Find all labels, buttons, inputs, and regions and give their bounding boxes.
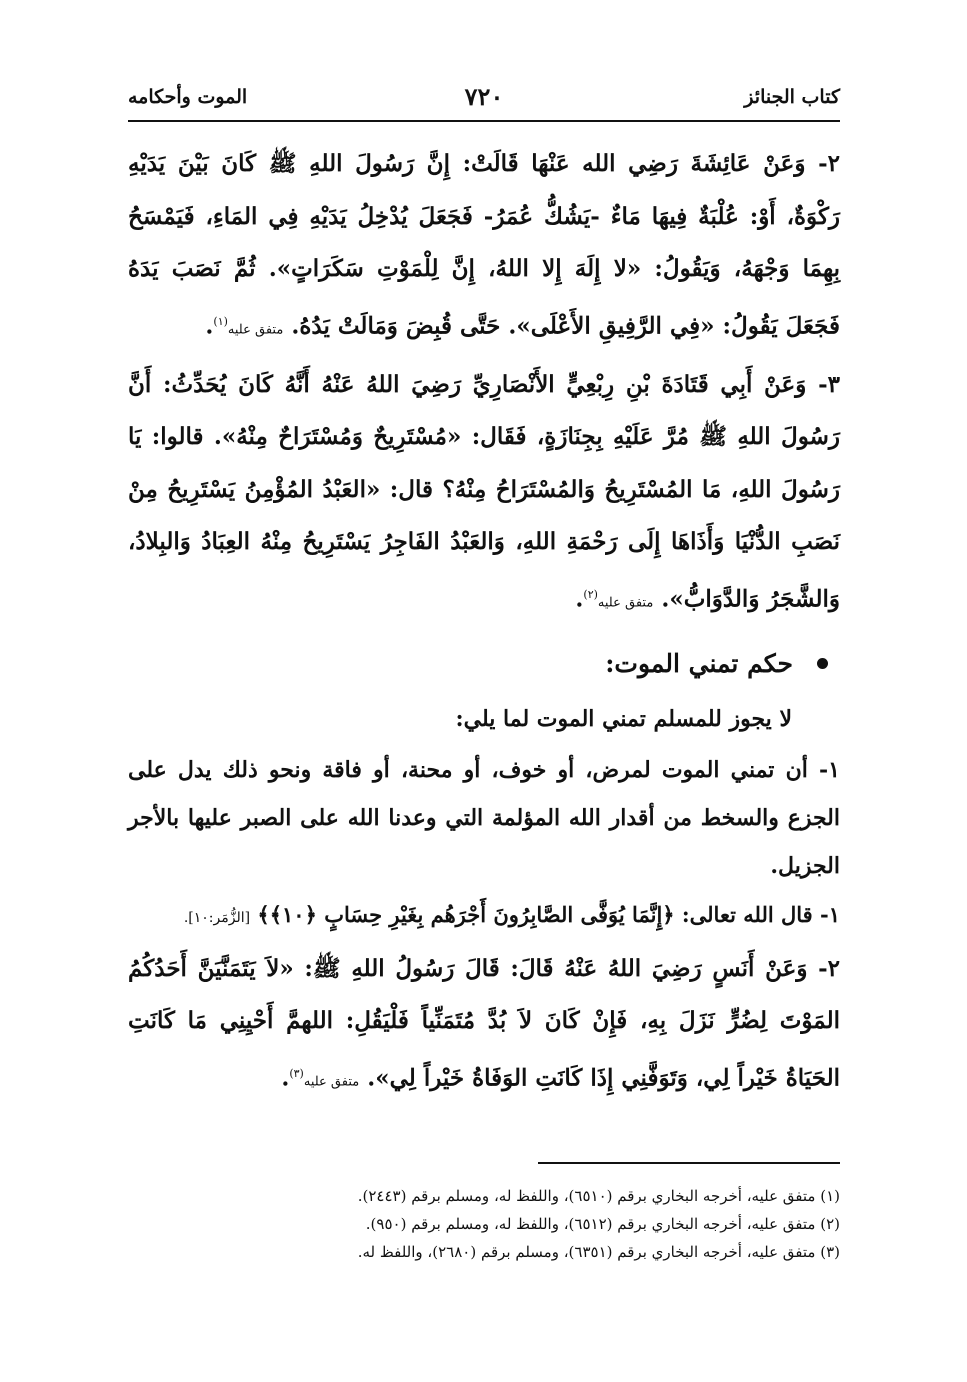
hadith-text: وَعَنْ عَائِشَةَ رَضِي الله عَنْهَا قَالَتْ: إِنَّ رَسُولَ اللهِ ﷺ كَانَ بَيْنَ يَدَيْهِ رَكْوَةٌ، أَوْ: عُلْبَةٌ فِيهَا مَاءٌ -يَشُكُّ عُمَرُ- فَجَعَلَ يُدْخِلُ يَدَيْهِ فِي المَاءِ، فَيَمْسَحُ بِهِمَا وَجْهَهُ، وَيَقُولُ: «لا إِلَهَ إِلا اللهُ، إِنَّ لِلْمَوْتِ سَكَرَاتٍ». ثُمَّ نَصَبَ يَدَهُ فَجَعَلَ يَقُولُ: «فِي الرَّفِيقِ الأَعْلَى». حَتَّى قُبِضَ وَمَالَتْ يَدُهُ. bbox=[128, 150, 840, 340]
footnote-marker[interactable]: (٣) bbox=[289, 1066, 304, 1080]
reason-number: ١- bbox=[819, 756, 840, 783]
reference-label: متفق عليه bbox=[227, 322, 284, 338]
reason-paragraph bbox=[128, 746, 840, 890]
section-subheading: لا يجوز للمسلم تمني الموت لما يلي: bbox=[455, 705, 792, 732]
paragraph-number: ٢- bbox=[818, 150, 841, 177]
section-heading bbox=[128, 636, 840, 692]
hadith-text: وَعَنْ أَنَسٍ رَضِيَ اللهُ عَنْهُ قَالَ: قَالَ رَسُولُ اللهِ ﷺ: «لاَ يَتَمَنَّيَنَّ أَحَدُكُمُ المَوْتَ لِضُرٍّ نَزَلَ بِهِ، فَإِنْ كَانَ لاَ بُدَّ مُتَمَنِّياً فَلْيَقُلِ: اللهمَّ أَحْيِنِي مَا كَانَتِ الحَيَاةُ خَيْراً لِي، وَتَوَفَّنِي إِذَا كَانَتِ الوَفَاةُ خَيْراً لِي». bbox=[128, 954, 840, 1092]
evidence-number: ١- bbox=[820, 901, 840, 927]
footnote-marker[interactable]: (١) bbox=[213, 314, 228, 328]
verse-text: قال الله تعالى: ﴿إِنَّمَا يُوَفَّى الصَّابِرُونَ أَجْرَهُم بِغَيْرِ حِسَابٍ ﴿١٠﴾﴾ bbox=[257, 901, 813, 927]
reference-label: متفق عليه bbox=[303, 1074, 360, 1090]
footnote-marker[interactable]: (٢) bbox=[583, 587, 598, 601]
hadith-paragraph: ٢- وَعَنْ عَائِشَةَ رَضِي الله عَنْهَا قَالَتْ: إِنَّ رَسُولَ اللهِ ﷺ كَانَ بَيْنَ يَدَيْهِ رَكْوَةٌ، أَوْ: عُلْبَةٌ فِيهَا مَاءٌ -يَشُكُّ عُمَرُ- فَجَعَلَ يُدْخِلُ يَدَيْهِ فِي المَاءِ، فَيَمْسَحُ بِهِمَا وَجْهَهُ، وَيَقُولُ: «لا إِلَهَ إِلا اللهُ، إِنَّ لِلْمَوْتِ سَكَرَاتٍ». ثُمَّ نَصَبَ يَدَهُ فَجَعَلَ يَقُولُ: «فِي الرَّفِيقِ الأَعْلَى». حَتَّى قُبِضَ وَمَالَتْ يَدُهُ. متفق عليه$^{(١)}$. bbox=[128, 150, 841, 340]
section-heading-text: حكم تمني الموت: bbox=[605, 648, 793, 678]
quran-verse bbox=[128, 890, 840, 943]
footnotes bbox=[128, 1182, 840, 1266]
page-number: ٧٢٠ bbox=[464, 82, 504, 111]
main-text bbox=[128, 138, 840, 1111]
header-rule bbox=[128, 120, 840, 122]
hadith-paragraph: ٣- وَعَنْ أَبِي قَتَادَةَ بْنِ رِبْعِيٍّ الأَنْصَارِيِّ رَضِيَ اللهُ عَنْهُ أَنَّهُ كَانَ يُحَدِّثُ: أَنَّ رَسُولَ اللهِ ﷺ مُرَّ عَلَيْهِ بِجِنَازَةٍ، فَقَال: «مُسْتَرِيحٌ وَمُسْتَرَاحٌ مِنْهُ». قالوا: يَا رَسُولَ اللهِ، مَا المُسْتَرِيحُ وَالمُسْتَرَاحُ مِنْهُ؟ قال: «العَبْدُ المُؤْمِنُ يَسْتَرِيحُ مِنْ نَصَبِ الدُّنْيَا وَأَذَاهَا إِلَى رَحْمَةِ اللهِ، وَالعَبْدُ الفَاجِرُ يَسْتَرِيحُ مِنْهُ العِبَادُ وَالبِلادُ، وَالشَّجَرُ وَالدَّوَابُّ». متفق عليه$^{(٢)}$. bbox=[128, 370, 840, 613]
reference-label: متفق عليه bbox=[597, 595, 654, 611]
hadith-text: وَعَنْ أَبِي قَتَادَةَ بْنِ رِبْعِيٍّ الأَنْصَارِيِّ رَضِيَ اللهُ عَنْهُ أَنَّهُ كَانَ يُحَدِّثُ: أَنَّ رَسُولَ اللهِ ﷺ مُرَّ عَلَيْهِ بِجِنَازَةٍ، فَقَال: «مُسْتَرِيحٌ وَمُسْتَرَاحٌ مِنْهُ». قالوا: يَا رَسُولَ اللهِ، مَا المُسْتَرِيحُ وَالمُسْتَرَاحُ مِنْهُ؟ قال: «العَبْدُ المُؤْمِنُ يَسْتَرِيحُ مِنْ نَصَبِ الدُّنْيَا وَأَذَاهَا إِلَى رَحْمَةِ اللهِ، وَالعَبْدُ الفَاجِرُ يَسْتَرِيحُ مِنْهُ العِبَادُ وَالبِلادُ، وَالشَّجَرُ وَالدَّوَابُّ». bbox=[128, 370, 840, 613]
hadith-paragraph: ٢- وَعَنْ أَنَسٍ رَضِيَ اللهُ عَنْهُ قَالَ: قَالَ رَسُولُ اللهِ ﷺ: «لاَ يَتَمَنَّيَنَّ أَحَدُكُمُ المَوْتَ لِضُرٍّ نَزَلَ بِهِ، فَإِنْ كَانَ لاَ بُدَّ مُتَمَنِّياً فَلْيَقُلِ: اللهمَّ أَحْيِنِي مَا كَانَتِ الحَيَاةُ خَيْراً لِي، وَتَوَفَّنِي إِذَا كَانَتِ الوَفَاةُ خَيْراً لِي». متفق عليه$^{(٣)}$. bbox=[128, 954, 840, 1092]
verse-citation: [الزُّمَر:١٠]. bbox=[183, 909, 251, 926]
reason-text: أن تمني الموت لمرض، أو خوف، أو محنة، أو فاقة ونحو ذلك يدل على الجزع والسخط من أقدار الله المؤلمة التي وعدنا الله على الصبر عليها بالأجر الجزيل. bbox=[128, 756, 840, 879]
footnote: (٢) متفق عليه، أخرجه البخاري برقم (٦٥١٢)، واللفظ له، ومسلم برقم (٩٥٠). bbox=[365, 1215, 840, 1233]
footnote: (١) متفق عليه، أخرجه البخاري برقم (٦٥١٠)، واللفظ له، ومسلم برقم (٢٤٤٣). bbox=[357, 1187, 840, 1205]
footnote: (٣) متفق عليه، أخرجه البخاري برقم (٦٣٥١)، ومسلم برقم (٢٦٨٠)، واللفظ له. bbox=[357, 1243, 840, 1261]
bullet-icon bbox=[817, 658, 828, 669]
page-header bbox=[128, 82, 840, 122]
footnote-divider bbox=[538, 1162, 840, 1164]
chapter-title: الموت وأحكامه bbox=[128, 86, 248, 108]
book-title: كتاب الجنائز bbox=[744, 86, 840, 108]
evidence-number: ٢- bbox=[818, 954, 840, 982]
paragraph-number: ٣- bbox=[818, 370, 840, 398]
